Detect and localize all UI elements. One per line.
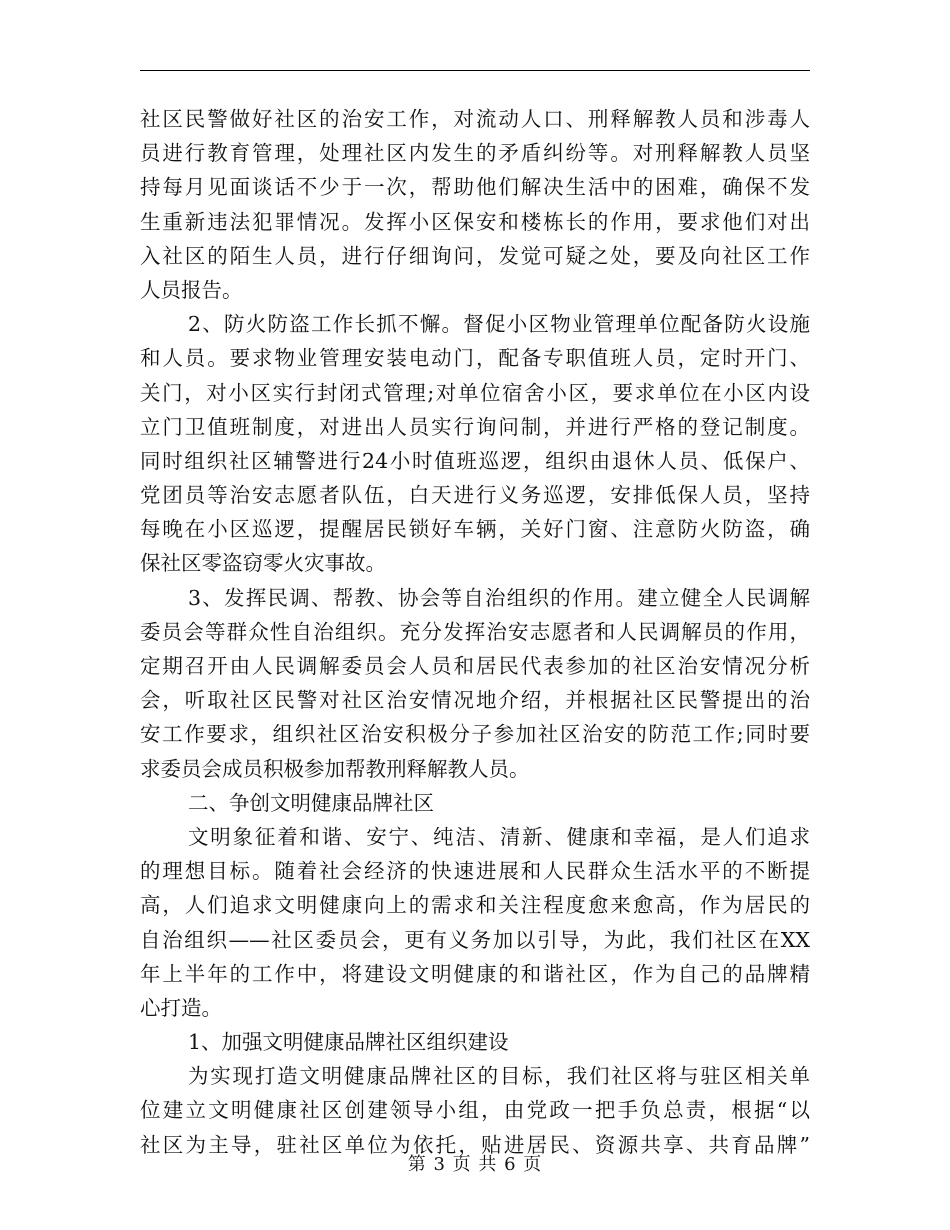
text-line: 为实现打造文明健康品牌社区的目标，我们社区将与驻区相关单	[188, 1064, 810, 1089]
section-heading: 二、争创文明健康品牌社区	[188, 790, 434, 815]
text-line: 保社区零盗窃零火灾事故。	[140, 551, 386, 576]
text-line: 自治组织——社区委员会，更有义务加以引导，为此，我们社区在XX	[140, 927, 810, 952]
text-line: 入社区的陌生人员，进行仔细询问，发觉可疑之处，要及向社区工作	[140, 243, 810, 268]
text-line: 位建立文明健康社区创建领导小组，由党政一把手负总责，根据“以	[140, 1098, 810, 1123]
text-line: 定期召开由人民调解委员会人员和居民代表参加的社区治安情况分析	[140, 654, 810, 678]
document-body	[140, 102, 810, 1162]
paragraph-heading-3: 3、发挥民调、帮教、协会等自治组织的作用。建立健全人民调解	[188, 585, 810, 610]
text-line: 每晚在小区巡逻，提醒居民锁好车辆，关好门窗、注意防火防盗，确	[140, 517, 810, 542]
text-line: 心打造。	[140, 995, 222, 1020]
subsection-heading: 1、加强文明健康品牌社区组织建设	[188, 1030, 509, 1055]
text-line: 社区民警做好社区的治安工作，对流动人口、刑释解教人员和涉毒人	[140, 107, 810, 131]
text-line: 的理想目标。随着社会经济的快速进展和人民群众生活水平的不断提	[140, 859, 810, 884]
text-line: 人员报告。	[140, 277, 243, 302]
text-line: 立门卫值班制度，对进出人员实行询问制，并进行严格的登记制度。	[140, 414, 810, 439]
paragraph-heading-2: 2、防火防盗工作长抓不懈。督促小区物业管理单位配备防火设施	[188, 312, 810, 337]
text-line: 同时组织社区辅警进行24小时值班巡逻，组织由退休人员、低保户、	[140, 448, 810, 473]
text-line: 生重新违法犯罪情况。发挥小区保安和楼栋长的作用，要求他们对出	[140, 209, 810, 234]
text-line: 会，听取社区民警对社区治安情况地介绍，并根据社区民警提出的治	[140, 688, 810, 713]
header-rule	[140, 70, 810, 71]
text-line: 年上半年的工作中，将建设文明健康的和谐社区，作为自己的品牌精	[140, 961, 810, 986]
text-line: 社区为主导，驻社区单位为依托，贴进居民、资源共享、共育品牌”	[140, 1132, 810, 1157]
text-line: 安工作要求，组织社区治安积极分子参加社区治安的防范工作;同时要	[140, 722, 810, 747]
text-line: 委员会等群众性自治组织。充分发挥治安志愿者和人民调解员的作用，	[140, 619, 810, 644]
text-line: 持每月见面谈话不少于一次，帮助他们解决生活中的困难，确保不发	[140, 175, 810, 200]
text-line: 员进行教育管理，处理社区内发生的矛盾纠纷等。对刑释解教人员坚	[140, 141, 810, 166]
text-line: 求委员会成员积极参加帮教刑释解教人员。	[140, 756, 530, 781]
text-line: 关门，对小区实行封闭式管理;对单位宿舍小区，要求单位在小区内设	[140, 380, 810, 405]
text-line: 高，人们追求文明健康向上的需求和关注程度愈来愈高，作为居民的	[140, 893, 810, 918]
text-line: 和人员。要求物业管理安装电动门，配备专职值班人员，定时开门、	[140, 346, 810, 371]
text-line: 党团员等治安志愿者队伍，白天进行义务巡逻，安排低保人员，坚持	[140, 483, 810, 508]
page-footer: 第 3 页 共 6 页	[407, 1154, 543, 1175]
text-line: 文明象征着和谐、安宁、纯洁、清新、健康和幸福，是人们追求	[188, 824, 810, 849]
